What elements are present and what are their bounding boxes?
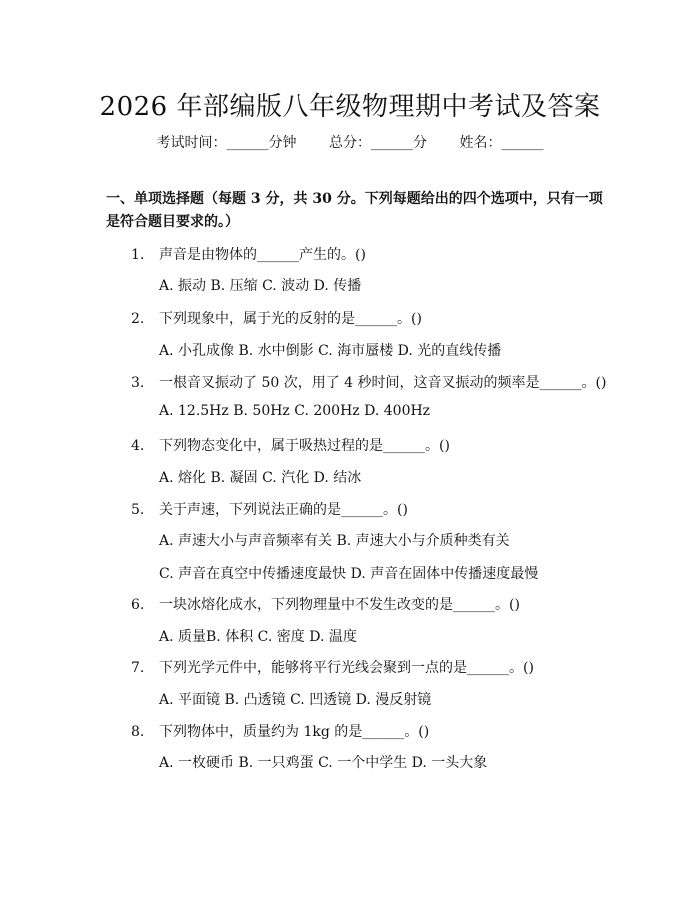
question-6-options: A. 质量B. 体积 C. 密度 D. 温度 — [159, 629, 357, 645]
question-number: 5. — [131, 502, 145, 518]
question-6 — [131, 594, 520, 614]
question-number: 4. — [131, 438, 145, 454]
question-4 — [131, 435, 450, 455]
question-5 — [131, 499, 408, 519]
question-2-options: A. 小孔成像 B. 水中倒影 C. 海市蜃楼 D. 光的直线传播 — [159, 343, 502, 359]
question-text: 一根音叉振动了 50 次，用了 4 秒时间，这音叉振动的频率是______。() — [159, 375, 607, 391]
question-5-options-line-1: A. 声速大小与声音频率有关 B. 声速大小与介质种类有关 — [159, 533, 510, 549]
exam-time: 考试时间：______分钟 — [156, 135, 297, 151]
question-1-options: A. 振动 B. 压缩 C. 波动 D. 传播 — [159, 278, 362, 294]
question-text: 下列物体中，质量约为 1kg 的是______。() — [159, 724, 430, 740]
exam-info — [0, 132, 700, 152]
question-8-options: A. 一枚硬币 B. 一只鸡蛋 C. 一个中学生 D. 一头大象 — [159, 755, 488, 771]
question-number: 1. — [131, 247, 145, 263]
question-text: 关于声速，下列说法正确的是______。() — [159, 502, 408, 518]
question-2 — [131, 308, 422, 328]
question-number: 3. — [131, 375, 145, 391]
exam-score: 总分：______分 — [329, 135, 427, 151]
question-5-options-line-2: C. 声音在真空中传播速度最快 D. 声音在固体中传播速度最慢 — [159, 566, 539, 582]
question-7-options: A. 平面镜 B. 凸透镜 C. 凹透镜 D. 漫反射镜 — [159, 692, 432, 708]
question-3-options: A. 12.5Hz B. 50Hz C. 200Hz D. 400Hz — [159, 403, 431, 419]
question-number: 8. — [131, 724, 145, 740]
question-3 — [131, 372, 606, 392]
question-text: 下列物态变化中，属于吸热过程的是______。() — [159, 438, 450, 454]
question-number: 7. — [131, 660, 145, 676]
question-7 — [131, 657, 534, 677]
question-text: 一块冰熔化成水，下列物理量中不发生改变的是______。() — [159, 597, 520, 613]
question-4-options: A. 熔化 B. 凝固 C. 汽化 D. 结冰 — [159, 470, 362, 486]
page-title: 2026 年部编版八年级物理期中考试及答案 — [99, 92, 601, 122]
student-name: 姓名：______ — [459, 135, 544, 151]
question-8 — [131, 721, 429, 741]
question-number: 6. — [131, 597, 145, 613]
question-number: 2. — [131, 311, 145, 327]
question-1 — [131, 244, 366, 264]
section-heading: 一、单项选择题（每题 3 分，共 30 分。下列每题给出的四个选项中，只有一项是符合题目要求的。） — [106, 191, 603, 230]
question-text: 下列现象中，属于光的反射的是______。() — [159, 311, 422, 327]
question-text: 声音是由物体的______产生的。() — [159, 247, 366, 263]
question-text: 下列光学元件中，能够将平行光线会聚到一点的是______。() — [159, 660, 534, 676]
